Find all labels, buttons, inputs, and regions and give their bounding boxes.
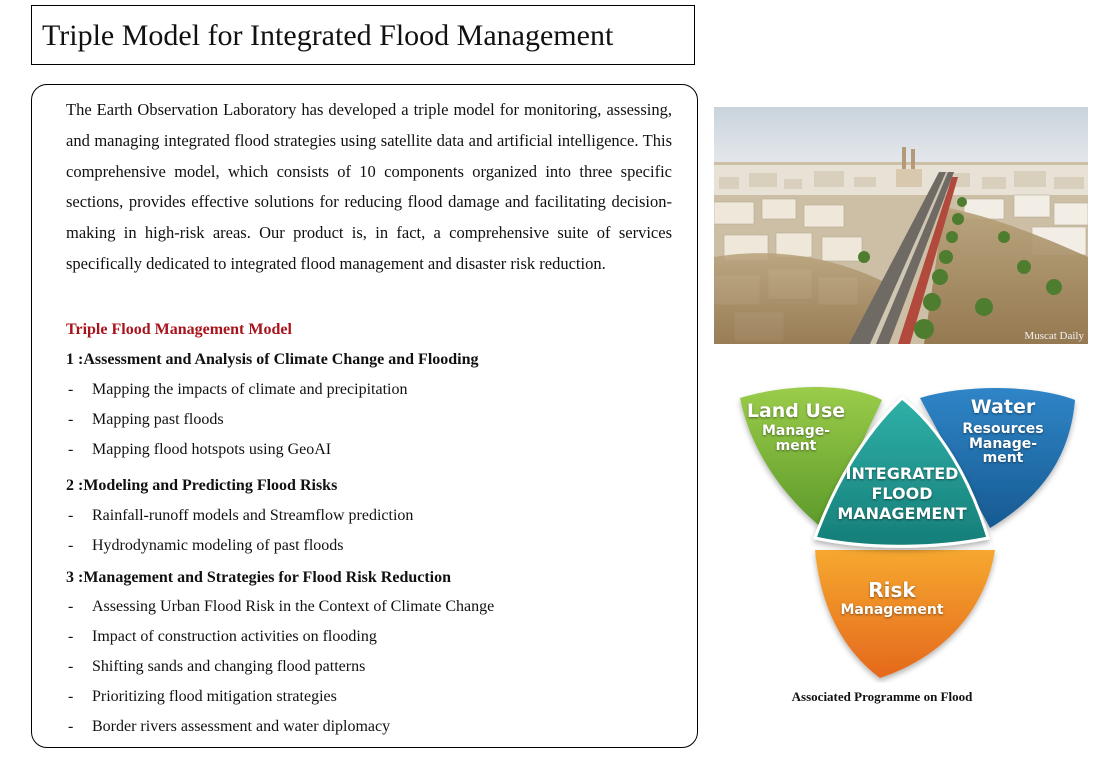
list-item-text: Prioritizing flood mitigation strategies xyxy=(92,688,337,705)
bullet-dash: - xyxy=(68,598,74,615)
water-title: Water xyxy=(970,396,1036,418)
water-line2: Manage- xyxy=(968,435,1038,452)
list-item xyxy=(68,628,377,646)
list-item xyxy=(68,688,337,706)
water-line1: Resources xyxy=(962,420,1044,437)
list-item xyxy=(68,718,390,736)
content-panel xyxy=(31,84,698,748)
list-item xyxy=(68,441,331,459)
list-item-text: Mapping the impacts of climate and precipitation xyxy=(92,381,408,398)
bullet-dash: - xyxy=(68,441,74,458)
list-item-text: Hydrodynamic modeling of past floods xyxy=(92,537,344,554)
bullet-dash: - xyxy=(68,537,74,554)
photo-credit: Muscat Daily xyxy=(1024,330,1084,342)
list-item xyxy=(68,507,413,525)
bullet-dash: - xyxy=(68,507,74,524)
list-item-text: Mapping past floods xyxy=(92,411,224,428)
risk-label xyxy=(826,580,958,618)
title-box xyxy=(31,5,695,65)
land-use-title: Land Use xyxy=(746,400,846,422)
list-item xyxy=(68,658,365,676)
list-item xyxy=(68,411,224,429)
integrated-line1: INTEGRATED xyxy=(845,464,959,483)
risk-title: Risk xyxy=(868,578,916,602)
list-item-text: Rainfall-runoff models and Streamflow prediction xyxy=(92,507,414,524)
list-item-text: Mapping flood hotspots using GeoAI xyxy=(92,441,332,458)
model-title: Triple Flood Management Model xyxy=(66,321,292,338)
list-item xyxy=(68,598,494,616)
list-item xyxy=(68,537,344,555)
section-2-heading: 2 :Modeling and Predicting Flood Risks xyxy=(66,477,338,494)
list-item-text: Shifting sands and changing flood patterns xyxy=(92,658,366,675)
intro-paragraph: The Earth Observation Laboratory has developed a triple model for monitoring, assessing, and managing integrated flood strategies using satellite data and artificial intelligence. This comprehensive model, which consists of 10 components organized into three specific sections, provides effective solutions for reducing flood damage and facilitating decision-making in high-risk areas. Our product is, in fact, a comprehensive suite of services specifically dedicated to integrated flood management and disaster risk reduction. xyxy=(66,100,672,273)
integrated-line3: MANAGEMENT xyxy=(837,503,967,523)
bullet-dash: - xyxy=(68,628,74,645)
section-1-heading: 1 :Assessment and Analysis of Climate Change and Flooding xyxy=(66,351,479,368)
bullet-dash: - xyxy=(68,411,74,428)
bullet-dash: - xyxy=(68,718,74,735)
list-item-text: Border rivers assessment and water diplomacy xyxy=(92,718,391,735)
water-line3: ment xyxy=(982,450,1024,467)
diagram-caption: Associated Programme on Flood xyxy=(791,689,973,704)
page-title: Triple Model for Integrated Flood Management xyxy=(42,19,614,52)
list-item-text: Assessing Urban Flood Risk in the Context of Climate Change xyxy=(92,598,495,615)
integrated-label xyxy=(826,466,978,522)
flooded-city-illustration xyxy=(714,107,1088,344)
land-use-line1: Manage- xyxy=(761,422,831,439)
bullet-dash: - xyxy=(68,381,74,398)
land-use-label xyxy=(744,402,848,453)
integrated-flood-management-diagram xyxy=(730,378,1090,683)
list-item xyxy=(68,381,407,399)
flooded-city-photo xyxy=(714,107,1088,344)
bullet-dash: - xyxy=(68,688,74,705)
bullet-dash: - xyxy=(68,658,74,675)
integrated-line2: FLOOD xyxy=(871,483,933,503)
section-3-heading: 3 :Management and Strategies for Flood Risk Reduction xyxy=(66,569,452,586)
land-use-line2: ment xyxy=(775,437,817,454)
list-item-text: Impact of construction activities on flooding xyxy=(92,628,377,645)
water-label xyxy=(944,398,1062,466)
risk-line1: Management xyxy=(840,602,944,618)
